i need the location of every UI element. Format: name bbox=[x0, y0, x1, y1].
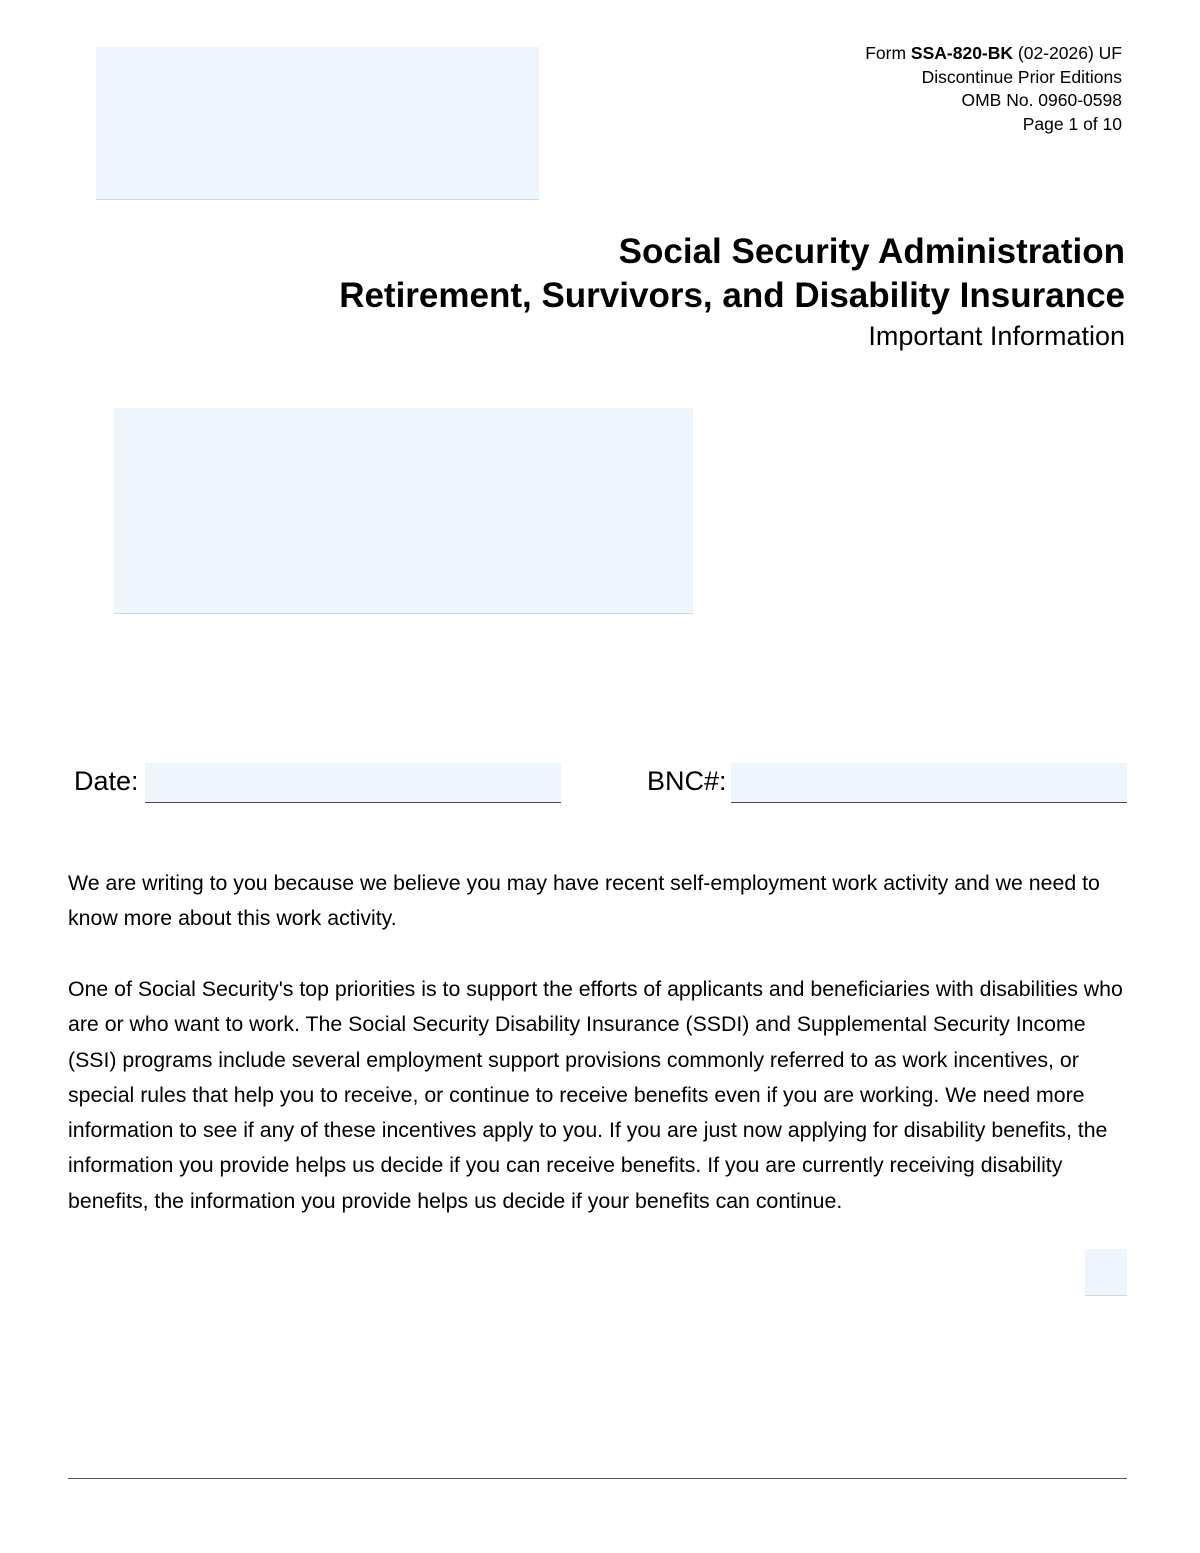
recipient-address-field[interactable] bbox=[114, 408, 693, 614]
form-number-line bbox=[865, 42, 1122, 66]
date-input[interactable] bbox=[145, 763, 561, 803]
date-label: Date: bbox=[74, 766, 139, 796]
form-id-block bbox=[865, 42, 1122, 136]
page-number: Page 1 of 10 bbox=[1022, 113, 1122, 134]
omb-number: OMB No. 0960-0598 bbox=[961, 90, 1122, 110]
form-edition: (02-2026) UF bbox=[1017, 43, 1122, 63]
work-incentives-paragraph: One of Social Security's top priorities is to support the efforts of applicants and beneficiaries with disabilities who are or who want to work. The Social Security Disability Insurance (SSDI) and Supplemental Security Income (SSI) programs include several employment support provisions commonly referred to as work incentives, or special rules that help you to receive, or continue to receive benefits even if you are working. We need more information to see if any of these incentives apply to you. If you are just now applying for disability benefits, the information you provide helps us decide if you can receive benefits. If you are currently receiving disability benefits, the information you provide helps us decide if your benefits can continue. bbox=[68, 977, 1123, 1213]
title-block bbox=[339, 230, 1125, 354]
bnc-label: BNC#: bbox=[647, 766, 727, 796]
agency-title: Social Security Administration bbox=[618, 232, 1125, 271]
bnc-input[interactable] bbox=[731, 763, 1127, 803]
form-number: SSA-820-BK bbox=[910, 43, 1014, 63]
small-input-field[interactable] bbox=[1085, 1249, 1127, 1296]
form-prefix: Form bbox=[865, 43, 907, 63]
page-subtitle: Important Information bbox=[868, 321, 1125, 351]
footer-divider bbox=[68, 1478, 1127, 1479]
program-title: Retirement, Survivors, and Disability Insurance bbox=[339, 276, 1125, 315]
intro-paragraph: We are writing to you because we believe you may have recent self-employment work activity and we need to know more about this work activity. bbox=[68, 871, 1100, 931]
discontinue-notice: Discontinue Prior Editions bbox=[921, 66, 1122, 87]
office-address-field[interactable] bbox=[96, 47, 539, 200]
